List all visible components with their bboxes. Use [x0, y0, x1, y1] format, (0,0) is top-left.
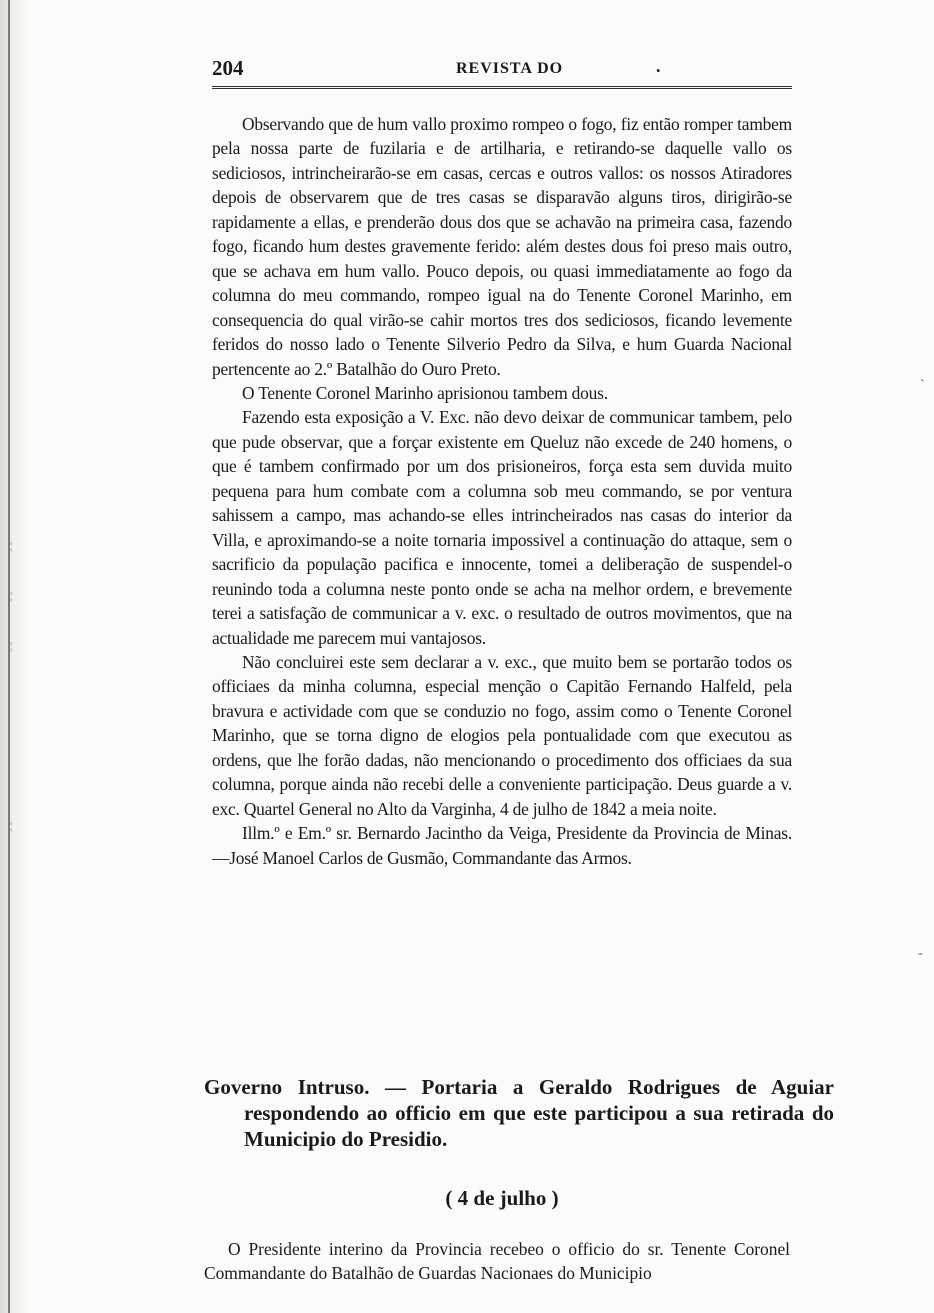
- paragraph: Não concluirei este sem declarar a v. exc., que muito bem se portarão todos os officiaes da minha columna, especial menção o Capitão Fernando Halfeld, pela bravura e actividade com que se conduzio no fogo, assim como o Tenente Coronel Marinho, que se torna digno de elogios pela pontualidade com que executou as ordens, que lhe forão dadas, não mencionando o procedimento dos officiaes da sua columna, porque ainda não recebi delle a conveniente participação. Deus guarde a v. exc. Quartel General no Alto da Varginha, 4 de julho de 1842 a meia noite.: [212, 651, 792, 819]
- header-rule: [212, 86, 792, 89]
- paragraph: Illm.º e Em.º sr. Bernardo Jacintho da Veiga, Presidente da Provincia de Minas.—José Manoel Carlos de Gusmão, Commandante das Armos.: [212, 823, 792, 868]
- running-head: REVISTA DO: [456, 60, 564, 77]
- paragraph: O Tenente Coronel Marinho aprisionou tambem dous.: [242, 382, 608, 403]
- header-dot: .: [656, 56, 661, 76]
- paragraph: O Presidente interino da Provincia recebeo o officio do sr. Tenente Coronel Commandante do Batalhão de Guardas Nacionaes do Municipio: [204, 1239, 790, 1283]
- paragraph: Observando que de hum vallo proximo rompeo o fogo, fiz então romper tambem pela nossa parte de fuzilaria e de artilharia, e retirando-se daquelle vallo os sediciosos, intrincheirarão-se em casas, cercas e outros vallos: os nossos Atiradores depois de observarem que de tres casas se disparavão alguns tiros, dirigirão-se rapidamente a ellas, e prenderão dous dos que se achavão na primeira casa, fazendo fogo, ficando hum destes gravemente ferido: além destes dous foi preso mais outro, que se achava em hum vallo. Pouco depois, ou quasi immediatamente ao fogo da columna do meu commando, rompeo igual na do Tenente Coronel Marinho, em consequencia do qual virão-se cahir mortos tres dos sediciosos, ficando levemente feridos do nosso lado o Tenente Silverio Pedro da Silva, e hum Guarda Nacional pertencente ao 2.º Batalhão do Ouro Preto.: [212, 114, 792, 379]
- page-binding-shadow: [0, 0, 30, 1313]
- margin-mark: ¦: [10, 640, 13, 652]
- paragraph: Fazendo esta exposição a V. Exc. não devo deixar de communicar tambem, pelo que pude observar, que a forçar existente em Queluz não excede de 240 homens, o que é tambem confirmado por um dos prisioneiros, força esta sem duvida muito pequena para hum combate com a columna sob meu commando, se por ventura sahissem a campo, mas achando-se elles intrincheirados nas casas do interior da Villa, e aproximando-se a noite tornaria impossivel a continuação do attaque, sem o sacrificio da população pacifica e innocente, tomei a deliberação de suspendel-o reunindo toda a columna neste ponto onde se acha na melhor ordem, e brevemente terei a satisfação de communicar a v. exc. o resultado de outros movimentos, que na actualidade me parecem mui vantajosos.: [212, 407, 792, 648]
- margin-mark: ¦: [10, 820, 13, 832]
- section-title: Governo Intruso. — Portaria a Geraldo Rodrigues de Aguiar respondendo ao officio em que este participou a sua retirada do Municipio do Presidio.: [204, 1075, 834, 1151]
- margin-mark: ¦: [10, 540, 13, 552]
- closing-text: [204, 1237, 790, 1285]
- page-number: 204: [212, 56, 244, 80]
- letter-body: [212, 112, 792, 870]
- ink-speck: -: [918, 946, 923, 961]
- margin-mark: ¦: [10, 590, 13, 602]
- ink-speck: `: [920, 378, 925, 393]
- date-line: ( 4 de julho ): [445, 1186, 559, 1210]
- page-header: [212, 56, 792, 86]
- page-binding-edge: [8, 0, 13, 1313]
